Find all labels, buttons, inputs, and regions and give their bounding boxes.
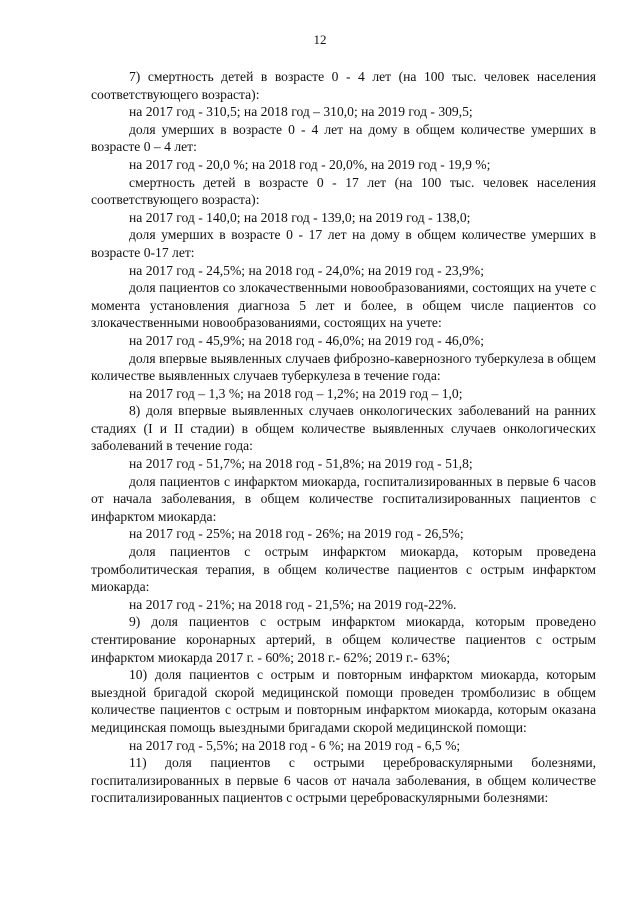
paragraph-tuberculosis: доля впервые выявленных случаев фиброзно-кавернозного туберкулеза в общем количестве выявленных случаев туберкулеза в течение года: <box>91 350 596 384</box>
paragraph-7-child-mortality-0-4: 7) смертность детей в возрасте 0 - 4 лет (на 100 тыс. человек населения соответствующего возраста): <box>91 69 596 102</box>
paragraph-8-early-oncology: 8) доля впервые выявленных случаев онкологических заболеваний на ранних стадиях (I и II стадии) в общем количестве выявленных случаев онкологических заболеваний в течение года: <box>91 403 596 454</box>
paragraph-values-tuberculosis: на 2017 год – 1,3 %; на 2018 год – 1,2%; на 2019 год – 1,0; <box>129 385 463 401</box>
paragraph-10-ambulance-thrombolysis: 10) доля пациентов с острым и повторным инфарктом миокарда, которым выездной бригадой скорой медицинской помощи проведен тромболизис в общем количестве пациентов с острым и повторным инфарктом миокарда, которым оказана медицинская помощь выездными бригадами скорой медицинской помощи: <box>91 667 596 735</box>
paragraph-oncology-5-years: доля пациентов со злокачественными новообразованиями, состоящих на учете с момента установления диагноза 5 лет и более, в общем числе пациентов со злокачественными новообразованиями, состоящих на учете: <box>91 280 596 331</box>
paragraph-11-cerebrovascular: 11) доля пациентов с острыми цереброваскулярными болезнями, госпитализированных в первые 6 часов от начала заболевания, в общем количестве госпитализированных пациентов с острыми цереброваскулярными болезнями: <box>91 755 596 806</box>
paragraph-infarction-6-hours: доля пациентов с инфарктом миокарда, госпитализированных в первые 6 часов от начала заболевания, в общем количестве госпитализированных пациентов с инфарктом миокарда: <box>91 473 596 524</box>
page-body <box>91 68 596 807</box>
paragraph-home-deaths-0-4: доля умерших в возрасте 0 - 4 лет на дому в общем количестве умерших в возрасте 0 – 4 лет: <box>91 121 596 155</box>
paragraph-values-ambulance-thrombolysis: на 2017 год - 5,5%; на 2018 год - 6 %; на 2019 год - 6,5 %; <box>129 737 461 753</box>
page-number: 12 <box>313 32 327 47</box>
paragraph-values-mortality-0-17: на 2017 год - 140,0; на 2018 год - 139,0; на 2019 год - 138,0; <box>129 209 471 225</box>
paragraph-values-early-oncology: на 2017 год - 51,7%; на 2018 год - 51,8%; на 2019 год - 51,8; <box>129 456 473 472</box>
paragraph-values-home-deaths-0-4: на 2017 год - 20,0 %; на 2018 год - 20,0%, на 2019 год - 19,9 %; <box>129 156 491 172</box>
paragraph-values-thrombolytic-therapy: на 2017 год - 21%; на 2018 год - 21,5%; на 2019 год-22%. <box>129 596 457 612</box>
paragraph-home-deaths-0-17: доля умерших в возрасте 0 - 17 лет на дому в общем количестве умерших в возрасте 0-17 лет: <box>91 227 596 260</box>
paragraph-thrombolytic-therapy: доля пациентов с острым инфарктом миокарда, которым проведена тромболитическая терапия, в общем количестве пациентов с острым инфарктом миокарда: <box>91 544 596 595</box>
paragraph-child-mortality-0-17: смертность детей в возрасте 0 - 17 лет (на 100 тыс. человек населения соответствующего возраста): <box>91 174 596 208</box>
paragraph-9-stenting: 9) доля пациентов с острым инфарктом миокарда, которым проведено стентирование коронарных артерий, в общем количестве пациентов с острым инфарктом миокарда 2017 г. - 60%; 2018 г.- 62%; 2019 г.- 63%; <box>91 614 596 665</box>
paragraph-values-oncology-5-years: на 2017 год - 45,9%; на 2018 год - 46,0%; на 2019 год - 46,0%; <box>129 332 484 348</box>
paragraph-values-infarction-6-hours: на 2017 год - 25%; на 2018 год - 26%; на 2019 год - 26,5%; <box>129 526 464 542</box>
paragraph-values-mortality-0-4: на 2017 год - 310,5; на 2018 год – 310,0; на 2019 год - 309,5; <box>129 104 473 120</box>
paragraph-values-home-deaths-0-17: на 2017 год - 24,5%; на 2018 год - 24,0%; на 2019 год - 23,9%; <box>129 262 484 278</box>
